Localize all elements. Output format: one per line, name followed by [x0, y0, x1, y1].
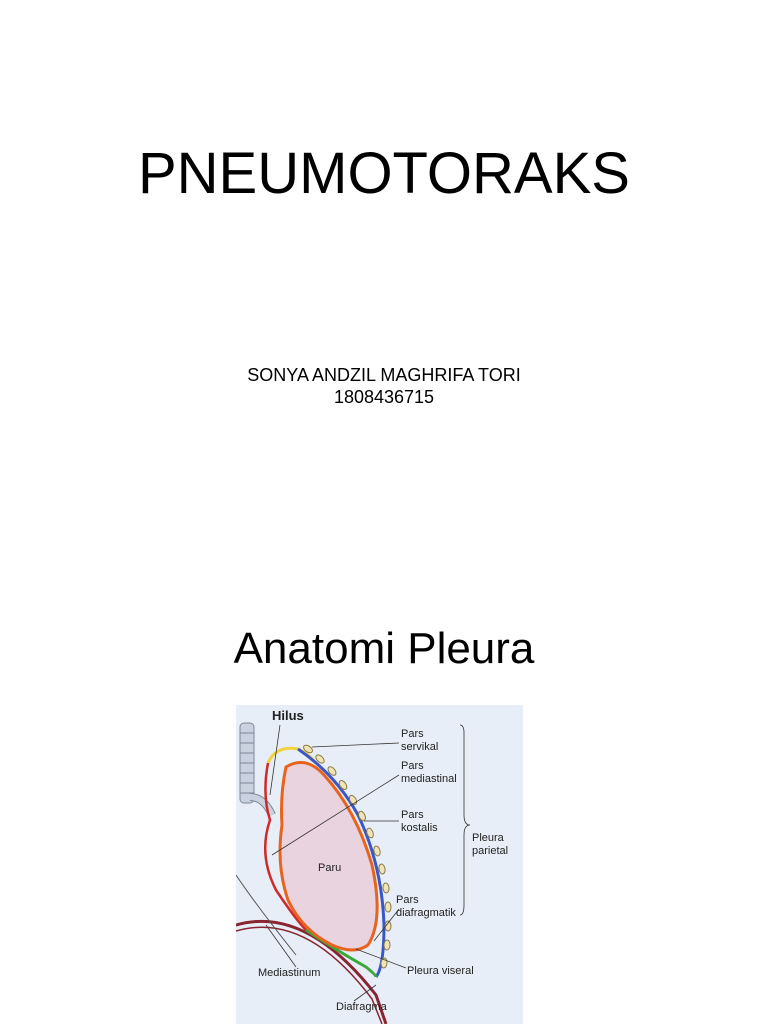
- slide-title: PNEUMOTORAKS: [137, 141, 630, 206]
- label-diafragma: Diafragma: [336, 1001, 387, 1013]
- label-pleura-parietal-1: Pleura: [472, 832, 504, 844]
- label-pars-kostalis-2: kostalis: [401, 822, 438, 834]
- pleura-anatomy-diagram: [236, 705, 523, 1024]
- label-pars-diafragmatik-1: Pars: [396, 894, 419, 906]
- label-hilus: Hilus: [272, 708, 304, 723]
- student-id: 1808436715: [333, 387, 435, 407]
- label-paru: Paru: [318, 862, 342, 874]
- label-pleura-viseral: Pleura viseral: [407, 965, 474, 977]
- label-pars-kostalis-1: Pars: [401, 809, 424, 821]
- label-pars-mediastinal-2: mediastinal: [401, 773, 457, 785]
- label-pars-mediastinal-1: Pars: [401, 760, 424, 772]
- lung-paru: [280, 763, 377, 951]
- pleura-diagram-svg: [236, 705, 523, 1024]
- label-pars-servikal-2: servikal: [401, 741, 439, 753]
- author-name: SONYA ANDZIL MAGHRIFA TORI: [247, 365, 521, 385]
- label-pleura-parietal-2: parietal: [472, 845, 509, 857]
- section-title: Anatomi Pleura: [233, 624, 535, 673]
- label-pars-servikal-1: Pars: [401, 728, 424, 740]
- label-pars-diafragmatik-2: diafragmatik: [396, 907, 456, 919]
- label-mediastinum: Mediastinum: [258, 967, 321, 979]
